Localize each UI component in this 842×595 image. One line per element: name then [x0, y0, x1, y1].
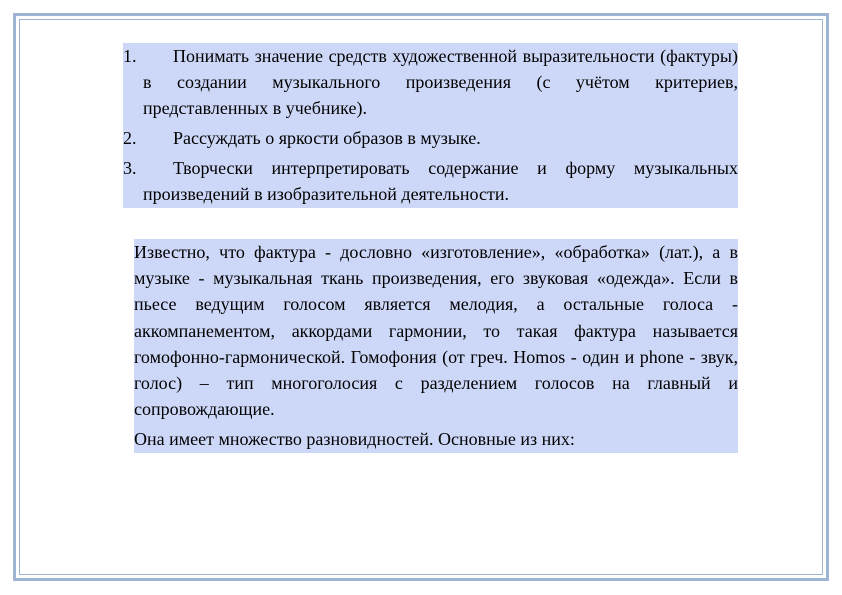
body-paragraph-2: Она имеет множество разновидностей. Основные из них:: [134, 429, 575, 450]
texture-description: [134, 239, 738, 453]
goal-item-3: [123, 155, 738, 207]
goals-list: [123, 43, 738, 208]
goal-item-2: [123, 125, 738, 151]
goal-number: 3.: [123, 158, 137, 178]
goal-text: Рассуждать о яркости образов в музыке.: [173, 128, 481, 148]
goal-item-1: [123, 43, 738, 121]
goal-number: 2.: [123, 128, 137, 148]
goal-text: Понимать значение средств художественной выразительности (фактуры) в создании музыкального произведения (с учётом критериев, представленных в учебнике).: [143, 46, 738, 118]
goal-text: Творчески интерпретировать содержание и форму музыкальных произведений в изобразительной деятельности.: [143, 158, 738, 204]
goal-number: 1.: [123, 46, 137, 66]
body-paragraph-1: Известно, что фактура - дословно «изготовление», «обработка» (лат.), а в музыке - музыкальная ткань произведения, его звуковая «одежда». Если в пьесе ведущим голосом является мелодия, а остальные голоса - аккомпанементом, аккордами гармонии, то такая фактура называется гомофонно-гармонической. Гомофония (от греч. Homos - один и phone - звук, голос) – тип многоголосия с разделением голосов на главный и сопровождающие.: [134, 242, 738, 420]
